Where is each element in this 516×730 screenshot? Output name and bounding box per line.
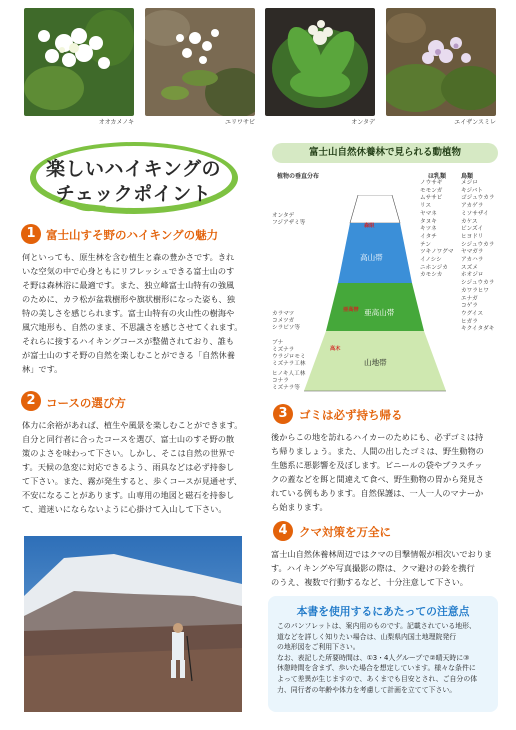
- photo-okamenoki: [24, 8, 134, 116]
- chart-header-mammals: ほ乳類: [428, 173, 447, 180]
- photo-caption: オオカメノキ: [98, 119, 134, 126]
- section-body: 体力に余裕があれば、植生や風景を楽しむことができます。 自分と同行者に合ったコースを選び、富士山のすそ野の散 策のよさを味わって下さい。しかし、そこは自然の世界で す。天候の急変に対応できるよう、雨具などは必ず持参し て下さい。また、霧が発生すると、歩くコースが見通せず、 不安になることがあります。山専用の地図と磁石を持参し て、道迷いにならないように心掛けて入山して下さい。: [22, 420, 243, 514]
- zone-label-subalpine: 亜高山帯: [364, 308, 395, 317]
- checkpoint-title-badge: [26, 138, 241, 216]
- section-title: 富士山すそ野のハイキングの魅力: [46, 228, 219, 242]
- photo-caption: エイザンスミレ: [454, 119, 496, 126]
- bird-list: メジロ キジバト ゴジュウカラ アカゲラ ミソサザイ カケス ビンズイ ヒヨドリ シジュウカラ ヤマガラ アカハラ スズメ ホオジロ シジュウカラ カワラヒワ エナガ コゲラ ウグイス ヒガラ キクイタダキ: [461, 180, 495, 333]
- plant-list-alpine: オンタデ フジアザミ等: [272, 213, 306, 226]
- photo-caption: ユリワサビ: [224, 119, 255, 126]
- hiker-photo: [24, 536, 242, 712]
- chart-title: 富士山自然休養林で見られる動植物: [272, 143, 498, 163]
- section-number-badge: 3: [273, 404, 293, 424]
- chart-header-birds: 鳥類: [461, 173, 474, 180]
- section-body: 後からこの地を訪れるハイカーのためにも、必ずゴミは持 ち帰りましょう。また、人間の出したゴミは、野生動物の 生態系に悪影響を及ぼします。ビニールの袋やプラスチッ クの蓋などを餌と間違えて食べ、野生動物の胃から発見さ れている例もあります。自然保護は、一人一人のマナーか ら始まります。: [271, 432, 484, 512]
- zone-label-alpine: 高山帯: [360, 253, 383, 262]
- notice-body: このパンフレットは、案内用のものです。記載されている地形、 道などを詳しく知りたい場合は、山梨県内国土地理院発行 の地形図をご利用下さい。 なお、表記した所要時間は、①3・4人グループで②晴天時に③ 休憩時間を含まず、歩いた場合を想定しています。様々な条件に よって差異が生じますので、あくまでも目安とされ、ご自分の体 力、同行者の年齢や体力を考慮して計画を立てて下さい。: [277, 622, 478, 694]
- chart-header-plants: 植物の垂直分布: [277, 173, 320, 180]
- limit-label: 亜高帯: [343, 307, 359, 313]
- section-title: クマ対策を万全に: [299, 525, 391, 539]
- limit-label: 高木: [330, 346, 341, 352]
- plant-list-subalpine: カラマツ コメツガ シラビソ等: [272, 311, 300, 331]
- section-body: 富士山自然休養林周辺ではクマの目撃情報が相次いでおりま す。ハイキングや写真撮影の際は、クマ避けの鈴を携行 のうえ、複数で行動するなど、十分注意して下さい。: [271, 549, 493, 587]
- photo-eizansumire: [386, 8, 496, 116]
- badge-title-line2: チェックポイント: [55, 183, 212, 205]
- photo-caption: オンタデ: [351, 119, 375, 126]
- plant-list-montane-lower: ヒノキ人工林 コナラ ミズナラ等: [272, 371, 306, 391]
- plant-list-montane-upper: ブナ ミズナラ ウラジロモミ ミズナラ工林: [272, 340, 306, 367]
- usage-notice-box: [268, 596, 498, 712]
- section-number-badge: 2: [21, 391, 41, 411]
- zone-label-montane: 山地帯: [364, 358, 387, 367]
- photo-yuriwasabi: [145, 8, 255, 116]
- section-number-badge: 1: [21, 224, 41, 244]
- section-title: コースの選び方: [46, 396, 126, 410]
- notice-title: 本書を使用するにあたっての注意点: [296, 605, 470, 618]
- section-title: ゴミは必ず持ち帰る: [299, 408, 403, 422]
- section-number-badge: 4: [273, 521, 293, 541]
- badge-title-line1: 楽しいハイキングの: [46, 158, 221, 180]
- section-body: 何といっても、原生林を含む植生と森の豊かさです。きれ いな空気の中で心身ともにリフレッシュできる富士山のす そ野は森林浴に最適です。また、独立峰富士山特有の強風 のために、カラ松が盆栽樹形や旗状樹形になった姿も、独 特の美しさを感じられます。富士山特有の火山性の樹海や 風穴地形も、自然のまま、不思議さを感じさせてくれます。 それらに接するハイキングコースが整備されており、誰も が富士山のすそ野の自然を楽しむことができる「自然休養 林」です。: [22, 252, 243, 374]
- limit-label: 森限: [364, 223, 375, 229]
- mammal-list: ノウサギ モモンガ ムササビ リス ヤマネ タヌキ キツネ イタチ テン ツキノワグマ イノシシ ニホンジカ カモシカ: [420, 180, 454, 279]
- photo-ontade: [265, 8, 375, 116]
